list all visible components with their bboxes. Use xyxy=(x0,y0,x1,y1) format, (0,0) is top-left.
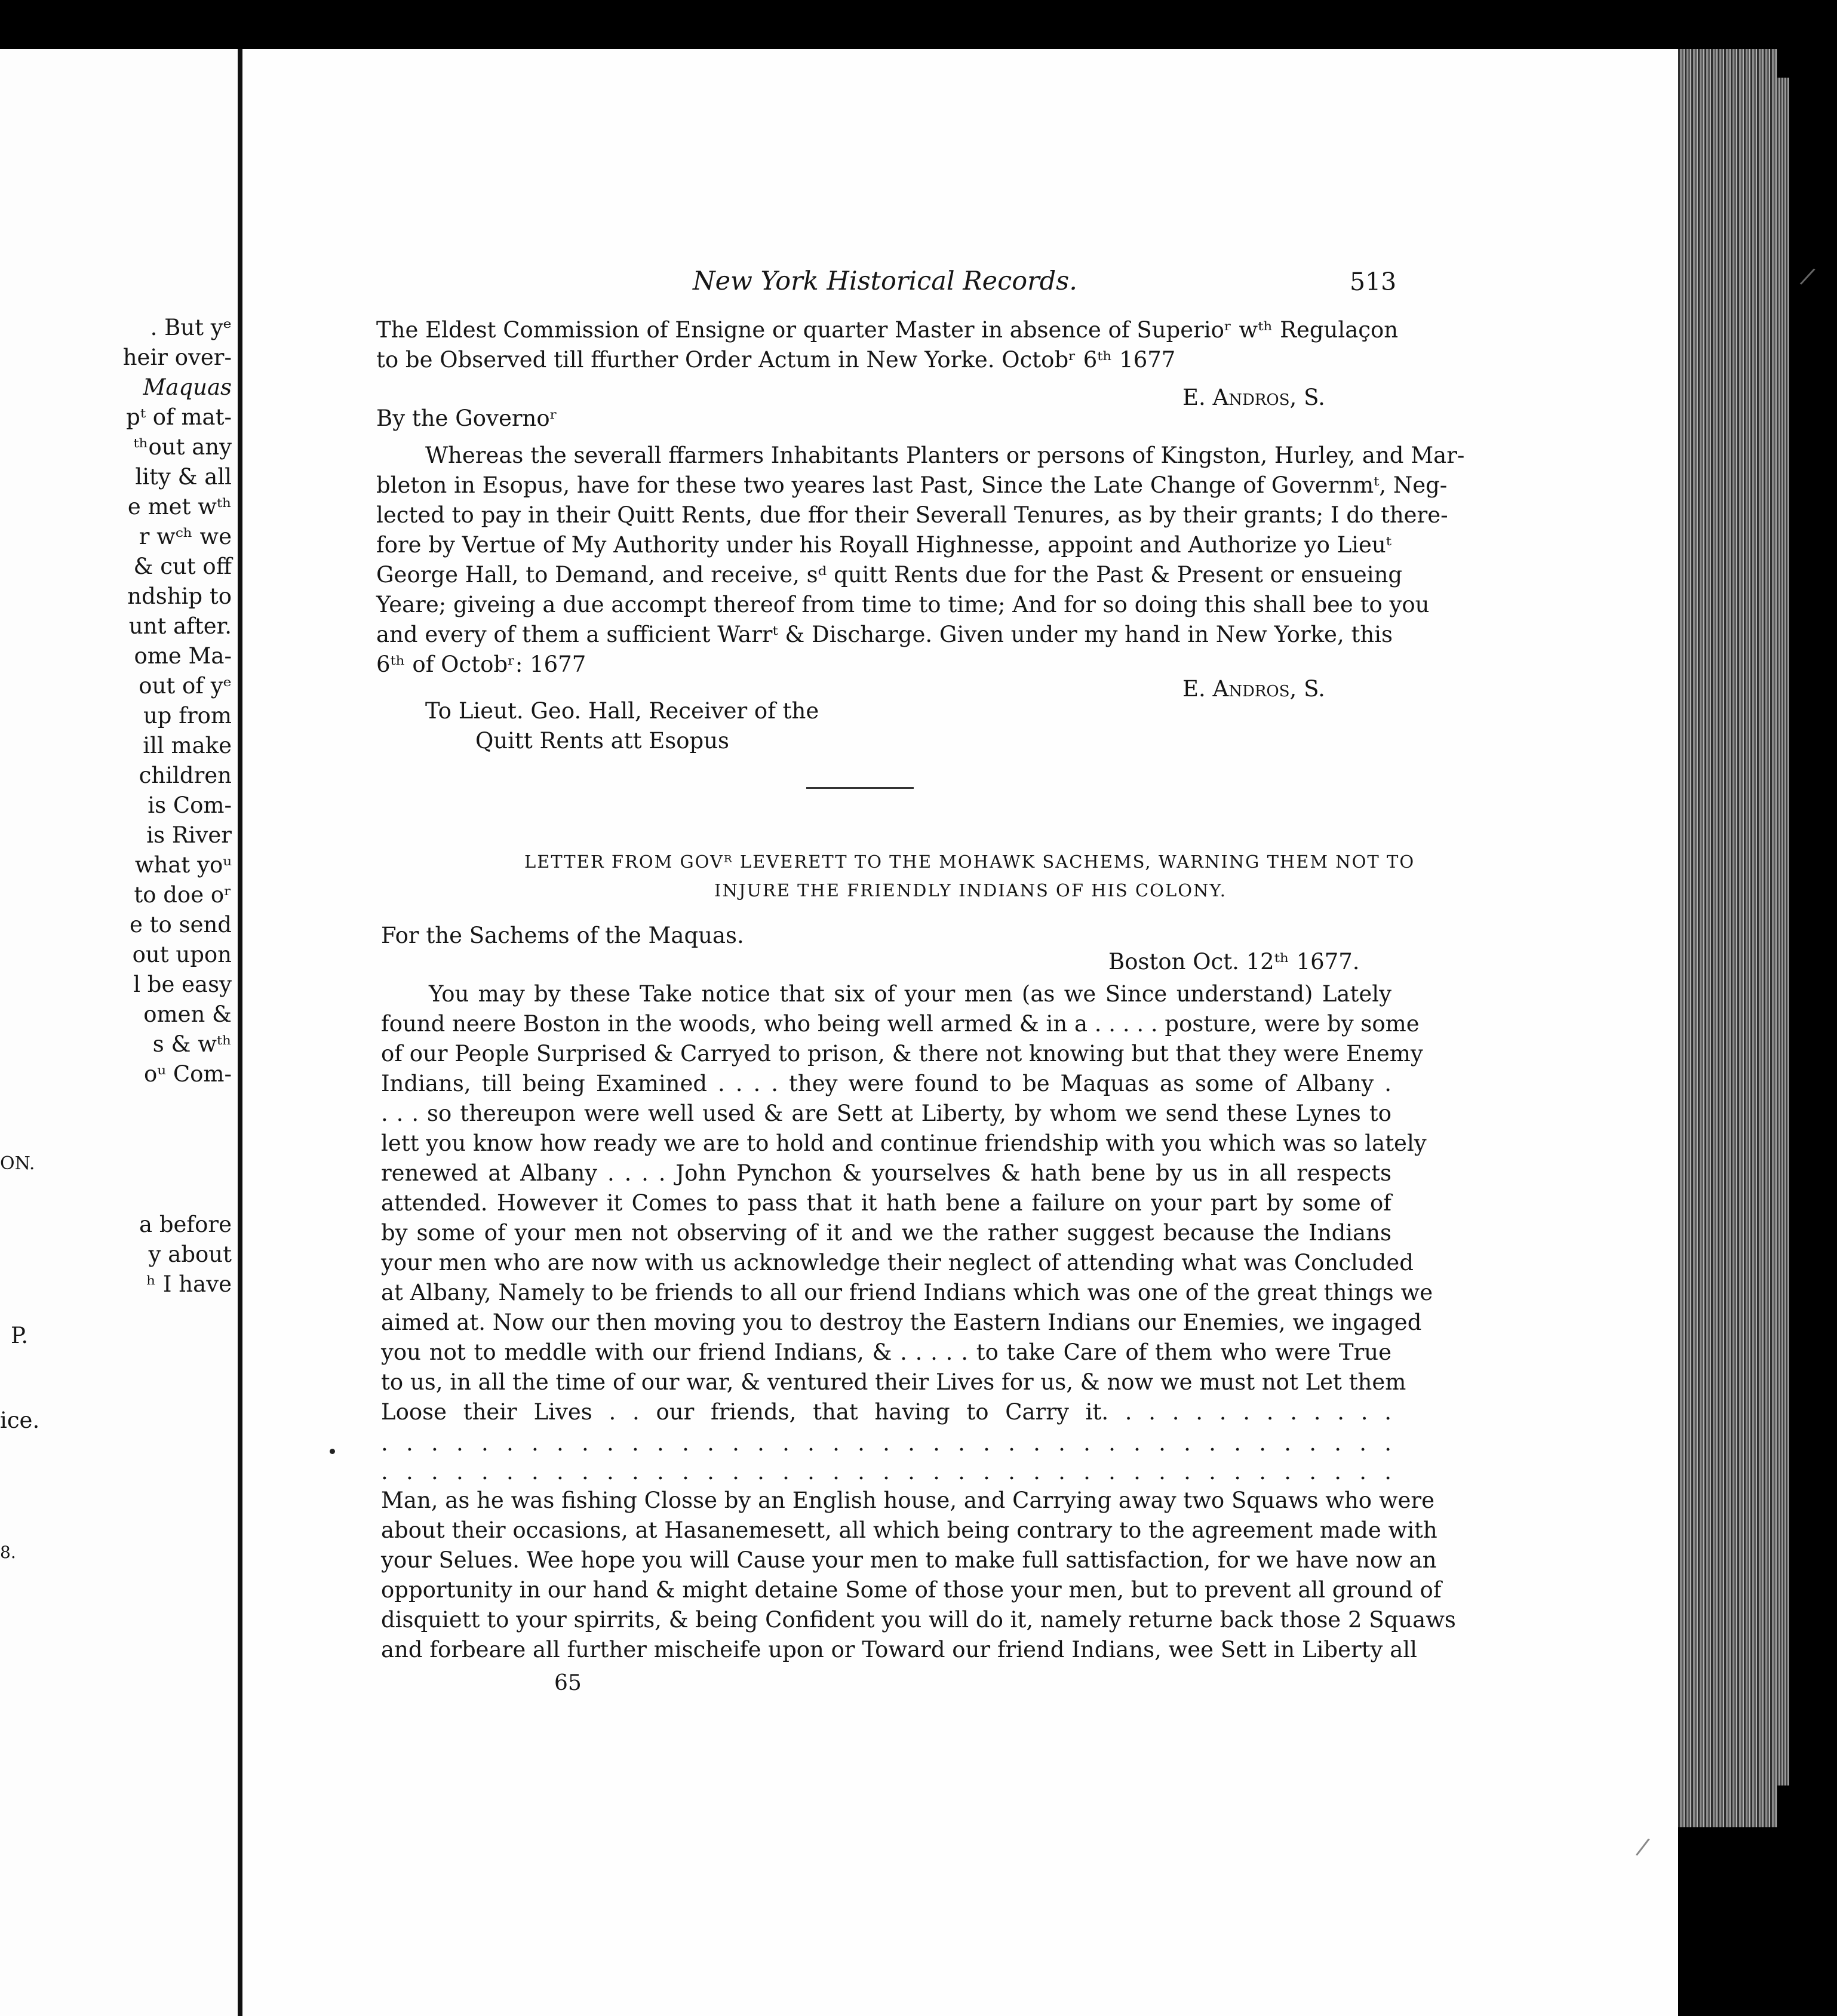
left-fragment: e to send xyxy=(130,912,232,938)
letter-line: your men who are now with us acknowledge their neglect of attending what was Concluded xyxy=(381,1250,1414,1276)
letter-line: Indians, till being Examined . . . . they were found to be Maquas as some of Albany . xyxy=(381,1071,1391,1096)
left-fragment: ome Ma- xyxy=(134,643,232,669)
letter-line: at Albany, Namely to be friends to all our friend Indians which was one of the great things we xyxy=(381,1280,1433,1305)
letter-line: You may by these Take notice that six of your men (as we Since understand) Lately xyxy=(429,981,1391,1007)
salutation: For the Sachems of the Maquas. xyxy=(381,923,744,948)
book-gutter xyxy=(238,49,242,2016)
left-fragment: out of yᵉ xyxy=(139,673,232,699)
left-facing-page xyxy=(0,49,238,2016)
letter-line: you not to meddle with our friend Indians, & . . . . . to take Care of them who were True xyxy=(381,1339,1391,1365)
warrant-line: and every of them a sufficient Warrᵗ & Discharge. Given under my hand in New Yorke, this xyxy=(376,622,1393,647)
warrant-line: 6ᵗʰ of Octobʳ: 1677 xyxy=(376,651,586,677)
ellipsis-line: . . . . . . . . . . . . . . . . . . . . . . . . . . . . . . . . . . . . . . . . . xyxy=(381,1430,1391,1456)
warrant-line: George Hall, to Demand, and receive, sᵈ quitt Rents due for the Past & Present or ensueing xyxy=(376,562,1403,588)
left-fragment: up from xyxy=(143,703,232,729)
left-fragment: Maquas xyxy=(143,374,232,400)
signature: E. Andros, S. xyxy=(1182,385,1325,410)
left-fragment: . But yᵉ xyxy=(150,315,232,340)
letter-line: Loose their Lives . . our friends, that having to Carry it. . . . . . . . . . . . . xyxy=(381,1399,1391,1425)
left-fragment: ᵗʰout any xyxy=(133,434,232,460)
page-edges-outer xyxy=(1777,78,1789,1785)
margin-mark: / xyxy=(1634,1833,1651,1861)
left-fragment: out upon xyxy=(132,942,232,967)
letter-line: aimed at. Now our then moving you to destroy the Eastern Indians our Enemies, we ingaged xyxy=(381,1310,1422,1335)
letter-line: to us, in all the time of our war, & ventured their Lives for us, & now we must not Let them xyxy=(381,1369,1406,1395)
letter-line: your Selues. Wee hope you will Cause your men to make full sattisfaction, for we have now an xyxy=(381,1547,1437,1573)
commission-line: to be Observed till ffurther Order Actum in New Yorke. Octobʳ 6ᵗʰ 1677 xyxy=(376,347,1176,373)
left-fragment: ON. xyxy=(0,1153,35,1174)
running-head-title: New York Historical Records. xyxy=(693,266,1077,296)
left-fragment: pᵗ of mat- xyxy=(126,404,232,430)
letter-line: of our People Surprised & Carryed to prison, & there not knowing but that they were Enemy xyxy=(381,1041,1423,1067)
warrant-line: fore by Vertue of My Authority under his Royall Highnesse, appoint and Authorize yo Lieuᵗ xyxy=(376,532,1391,558)
by-line: By the Governoʳ xyxy=(376,405,558,431)
left-fragment: unt after. xyxy=(128,613,232,639)
left-fragment: 8. xyxy=(0,1542,16,1562)
margin-mark: / xyxy=(1798,262,1817,291)
left-fragment: & cut off xyxy=(133,554,232,579)
letter-line: opportunity in our hand & might detaine Some of those your men, but to prevent all ground of xyxy=(381,1577,1442,1603)
left-fragment: is River xyxy=(146,822,232,848)
page-number: 513 xyxy=(1350,268,1397,296)
warrant-line: Whereas the severall ffarmers Inhabitants Planters or persons of Kingston, Hurley, and Mar- xyxy=(425,442,1465,468)
left-fragment: r wᶜʰ we xyxy=(139,524,232,549)
left-fragment: ʰ I have xyxy=(146,1271,232,1297)
letter-heading: INJURE THE FRIENDLY INDIANS OF HIS COLONY. xyxy=(714,880,1227,901)
left-fragment: oᵘ Com- xyxy=(144,1061,232,1087)
warrant-line: bleton in Esopus, have for these two yeares last Past, Since the Late Change of Governmᵗ, Neg- xyxy=(376,472,1448,498)
left-fragment: what yoᵘ xyxy=(134,852,232,878)
left-fragment: children xyxy=(139,763,232,788)
section-divider xyxy=(806,787,914,789)
left-fragment: ill make xyxy=(143,733,232,758)
letter-heading: LETTER FROM GOVᴿ LEVERETT TO THE MOHAWK SACHEMS, WARNING THEM NOT TO xyxy=(524,852,1415,872)
letter-line: found neere Boston in the woods, who being well armed & in a . . . . . posture, were by some xyxy=(381,1011,1420,1037)
letter-line: attended. However it Comes to pass that it hath bene a failure on your part by some of xyxy=(381,1190,1391,1216)
left-fragment: s & wᵗʰ xyxy=(152,1031,232,1057)
letter-line: about their occasions, at Hasanemesett, all which being contrary to the agreement made with xyxy=(381,1517,1437,1543)
left-fragment: P. xyxy=(11,1323,29,1348)
signature-mark: 65 xyxy=(554,1671,582,1695)
letter-line: Man, as he was fishing Closse by an English house, and Carrying away two Squaws who were xyxy=(381,1488,1434,1513)
page-edges xyxy=(1678,49,1777,1827)
warrant-line: lected to pay in their Quitt Rents, due ffor their Severall Tenures, as by their grants; I do there- xyxy=(376,502,1448,528)
stray-mark xyxy=(330,1449,335,1454)
left-fragment: e met wᵗʰ xyxy=(127,494,232,520)
left-fragment: to doe oʳ xyxy=(134,882,232,908)
left-fragment: y about xyxy=(148,1241,232,1267)
ellipsis-line: . . . . . . . . . . . . . . . . . . . . . . . . . . . . . . . . . . . . . . . . . xyxy=(381,1459,1391,1485)
letter-line: lett you know how ready we are to hold and continue friendship with you which was so lately xyxy=(381,1130,1427,1156)
signature: E. Andros, S. xyxy=(1182,676,1325,702)
letter-line: . . . so thereupon were well used & are Sett at Liberty, by whom we send these Lynes to xyxy=(381,1101,1391,1126)
letter-line: disquiett to your spirrits, & being Confident you will do it, namely returne back those 2 Squaws xyxy=(381,1607,1456,1633)
addressee-line: To Lieut. Geo. Hall, Receiver of the xyxy=(425,698,819,724)
commission-line: The Eldest Commission of Ensigne or quarter Master in absence of Superioʳ wᵗʰ Regulaçon xyxy=(376,317,1399,343)
left-fragment: lity & all xyxy=(135,464,232,490)
left-fragment: ice. xyxy=(0,1407,40,1433)
addressee-line: Quitt Rents att Esopus xyxy=(475,728,730,754)
left-fragment: ndship to xyxy=(127,583,232,609)
letter-line: renewed at Albany . . . . John Pynchon & yourselves & hath bene by us in all respects xyxy=(381,1160,1391,1186)
date-line: Boston Oct. 12ᵗʰ 1677. xyxy=(1108,949,1360,975)
left-fragment: is Com- xyxy=(148,792,232,818)
left-fragment: l be easy xyxy=(133,972,232,997)
left-fragment: omen & xyxy=(143,1001,232,1027)
left-fragment: heir over- xyxy=(122,345,232,370)
letter-line: and forbeare all further mischeife upon or Toward our friend Indians, wee Sett in Liberty all xyxy=(381,1637,1417,1662)
letter-line: by some of your men not observing of it and we the rather suggest because the Indians xyxy=(381,1220,1391,1246)
left-fragment: a before xyxy=(139,1212,232,1237)
warrant-line: Yeare; giveing a due accompt thereof from time to time; And for so doing this shall bee to you xyxy=(376,592,1430,617)
